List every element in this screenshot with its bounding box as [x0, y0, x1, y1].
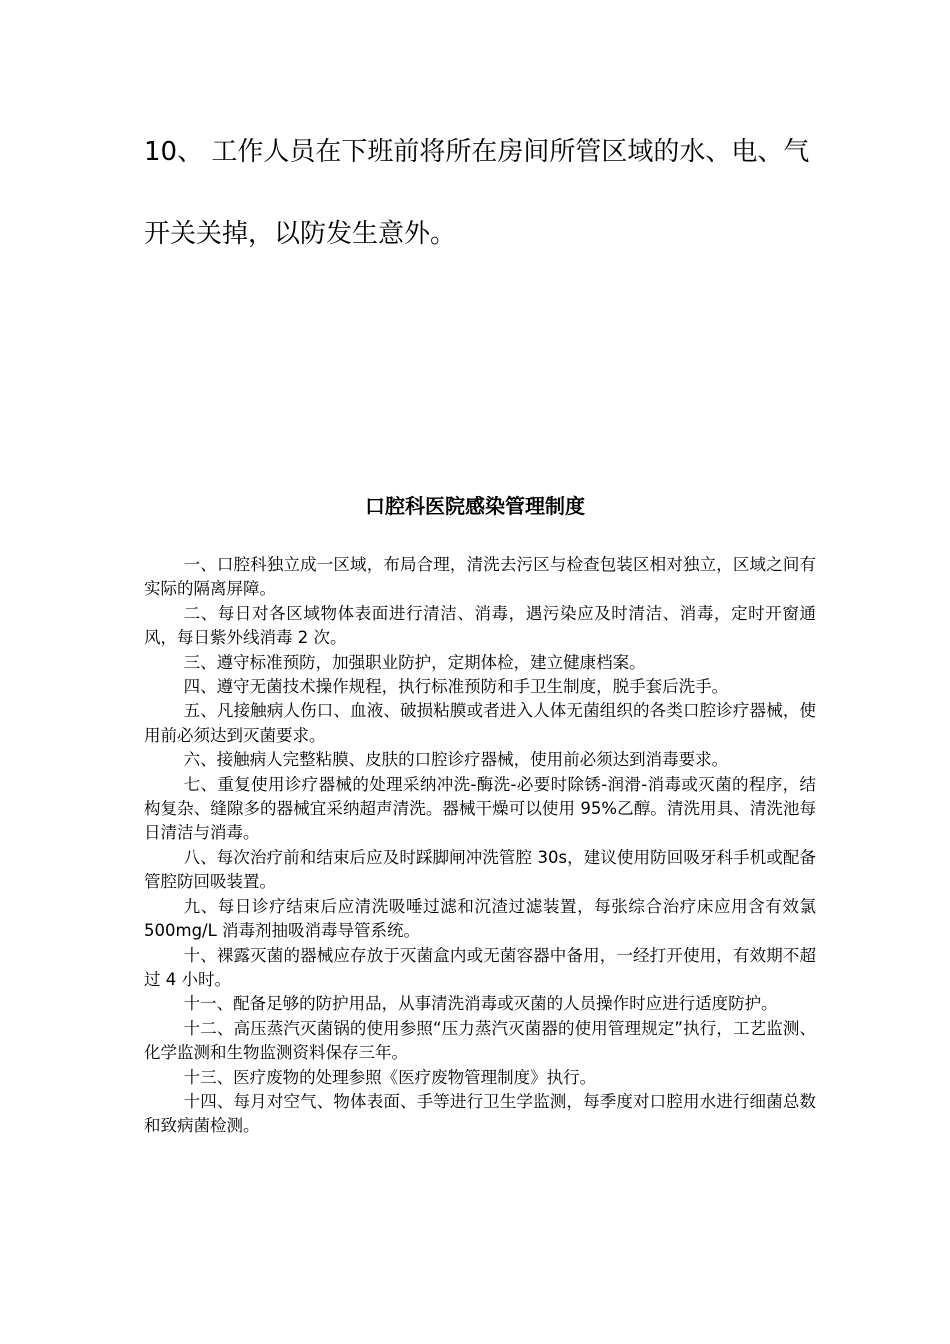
top-paragraph-line-2: 开关关掉，以防发生意外。: [144, 219, 457, 249]
document-title: 口腔科医院感染管理制度: [365, 494, 585, 518]
regulation-item-1: 一、口腔科独立成一区域，布局合理，清洗去污区与检查包装区相对独立，区域之间有实际的隔离屏障。: [144, 555, 816, 599]
regulation-item-12: 十二、高压蒸汽灭菌锅的使用参照“压力蒸汽灭菌器的使用管理规定”执行，工艺监测、化学监测和生物监测资料保存三年。: [144, 1018, 816, 1063]
regulation-item-10: 十、裸露灭菌的器械应存放于灭菌盒内或无菌容器中备用，一经打开使用，有效期不超过 4 小时。: [144, 945, 816, 989]
regulation-item-13: 十三、医疗废物的处理参照《医疗废物管理制度》执行。: [183, 1067, 597, 1087]
regulation-item-9: 九、每日诊疗结束后应清洗吸唾过滤和沉渣过滤装置，每张综合治疗床应用含有效氯 500mg/L 消毒剂抽吸消毒导管系统。: [144, 896, 816, 941]
regulation-item-14: 十四、每月对空气、物体表面、手等进行卫生学监测，每季度对口腔用水进行细菌总数和致病菌检测。: [144, 1091, 816, 1136]
regulation-item-3: 三、遵守标准预防，加强职业防护，定期体检，建立健康档案。: [183, 652, 646, 672]
regulation-item-5: 五、凡接触病人伤口、血液、破损粘膜或者进入人体无菌组织的各类口腔诊疗器械，使用前必须达到灭菌要求。: [144, 701, 816, 745]
regulation-list: [144, 553, 816, 1139]
regulation-item-7: 七、重复使用诊疗器械的处理采纳冲洗-酶洗-必要时除锈-润滑-消毒或灭菌的程序，结构复杂、缝隙多的器械宜采纳超声清洗。器械干燥可以使用 95%乙醇。清洗用具、清洗池每日清洁与消毒。: [144, 774, 816, 843]
regulation-item-6: 六、接触病人完整粘膜、皮肤的口腔诊疗器械，使用前必须达到消毒要求。: [183, 750, 729, 770]
top-paragraph-line-1: 10、 工作人员在下班前将所在房间所管区域的水、电、气: [144, 137, 810, 167]
regulation-item-4: 四、遵守无菌技术操作规程，执行标准预防和手卫生制度，脱手套后洗手。: [183, 677, 729, 697]
regulation-item-11: 十一、配备足够的防护用品，从事清洗消毒或灭菌的人员操作时应进行适度防护。: [183, 994, 778, 1014]
regulation-item-2: 二、每日对各区域物体表面进行清洁、消毒，遇污染应及时清洁、消毒，定时开窗通风，每日紫外线消毒 2 次。: [144, 603, 816, 648]
regulation-item-8: 八、每次治疗前和结束后应及时踩脚闸冲洗管腔 30s，建议使用防回吸牙科手机或配备管腔防回吸装置。: [144, 847, 816, 892]
